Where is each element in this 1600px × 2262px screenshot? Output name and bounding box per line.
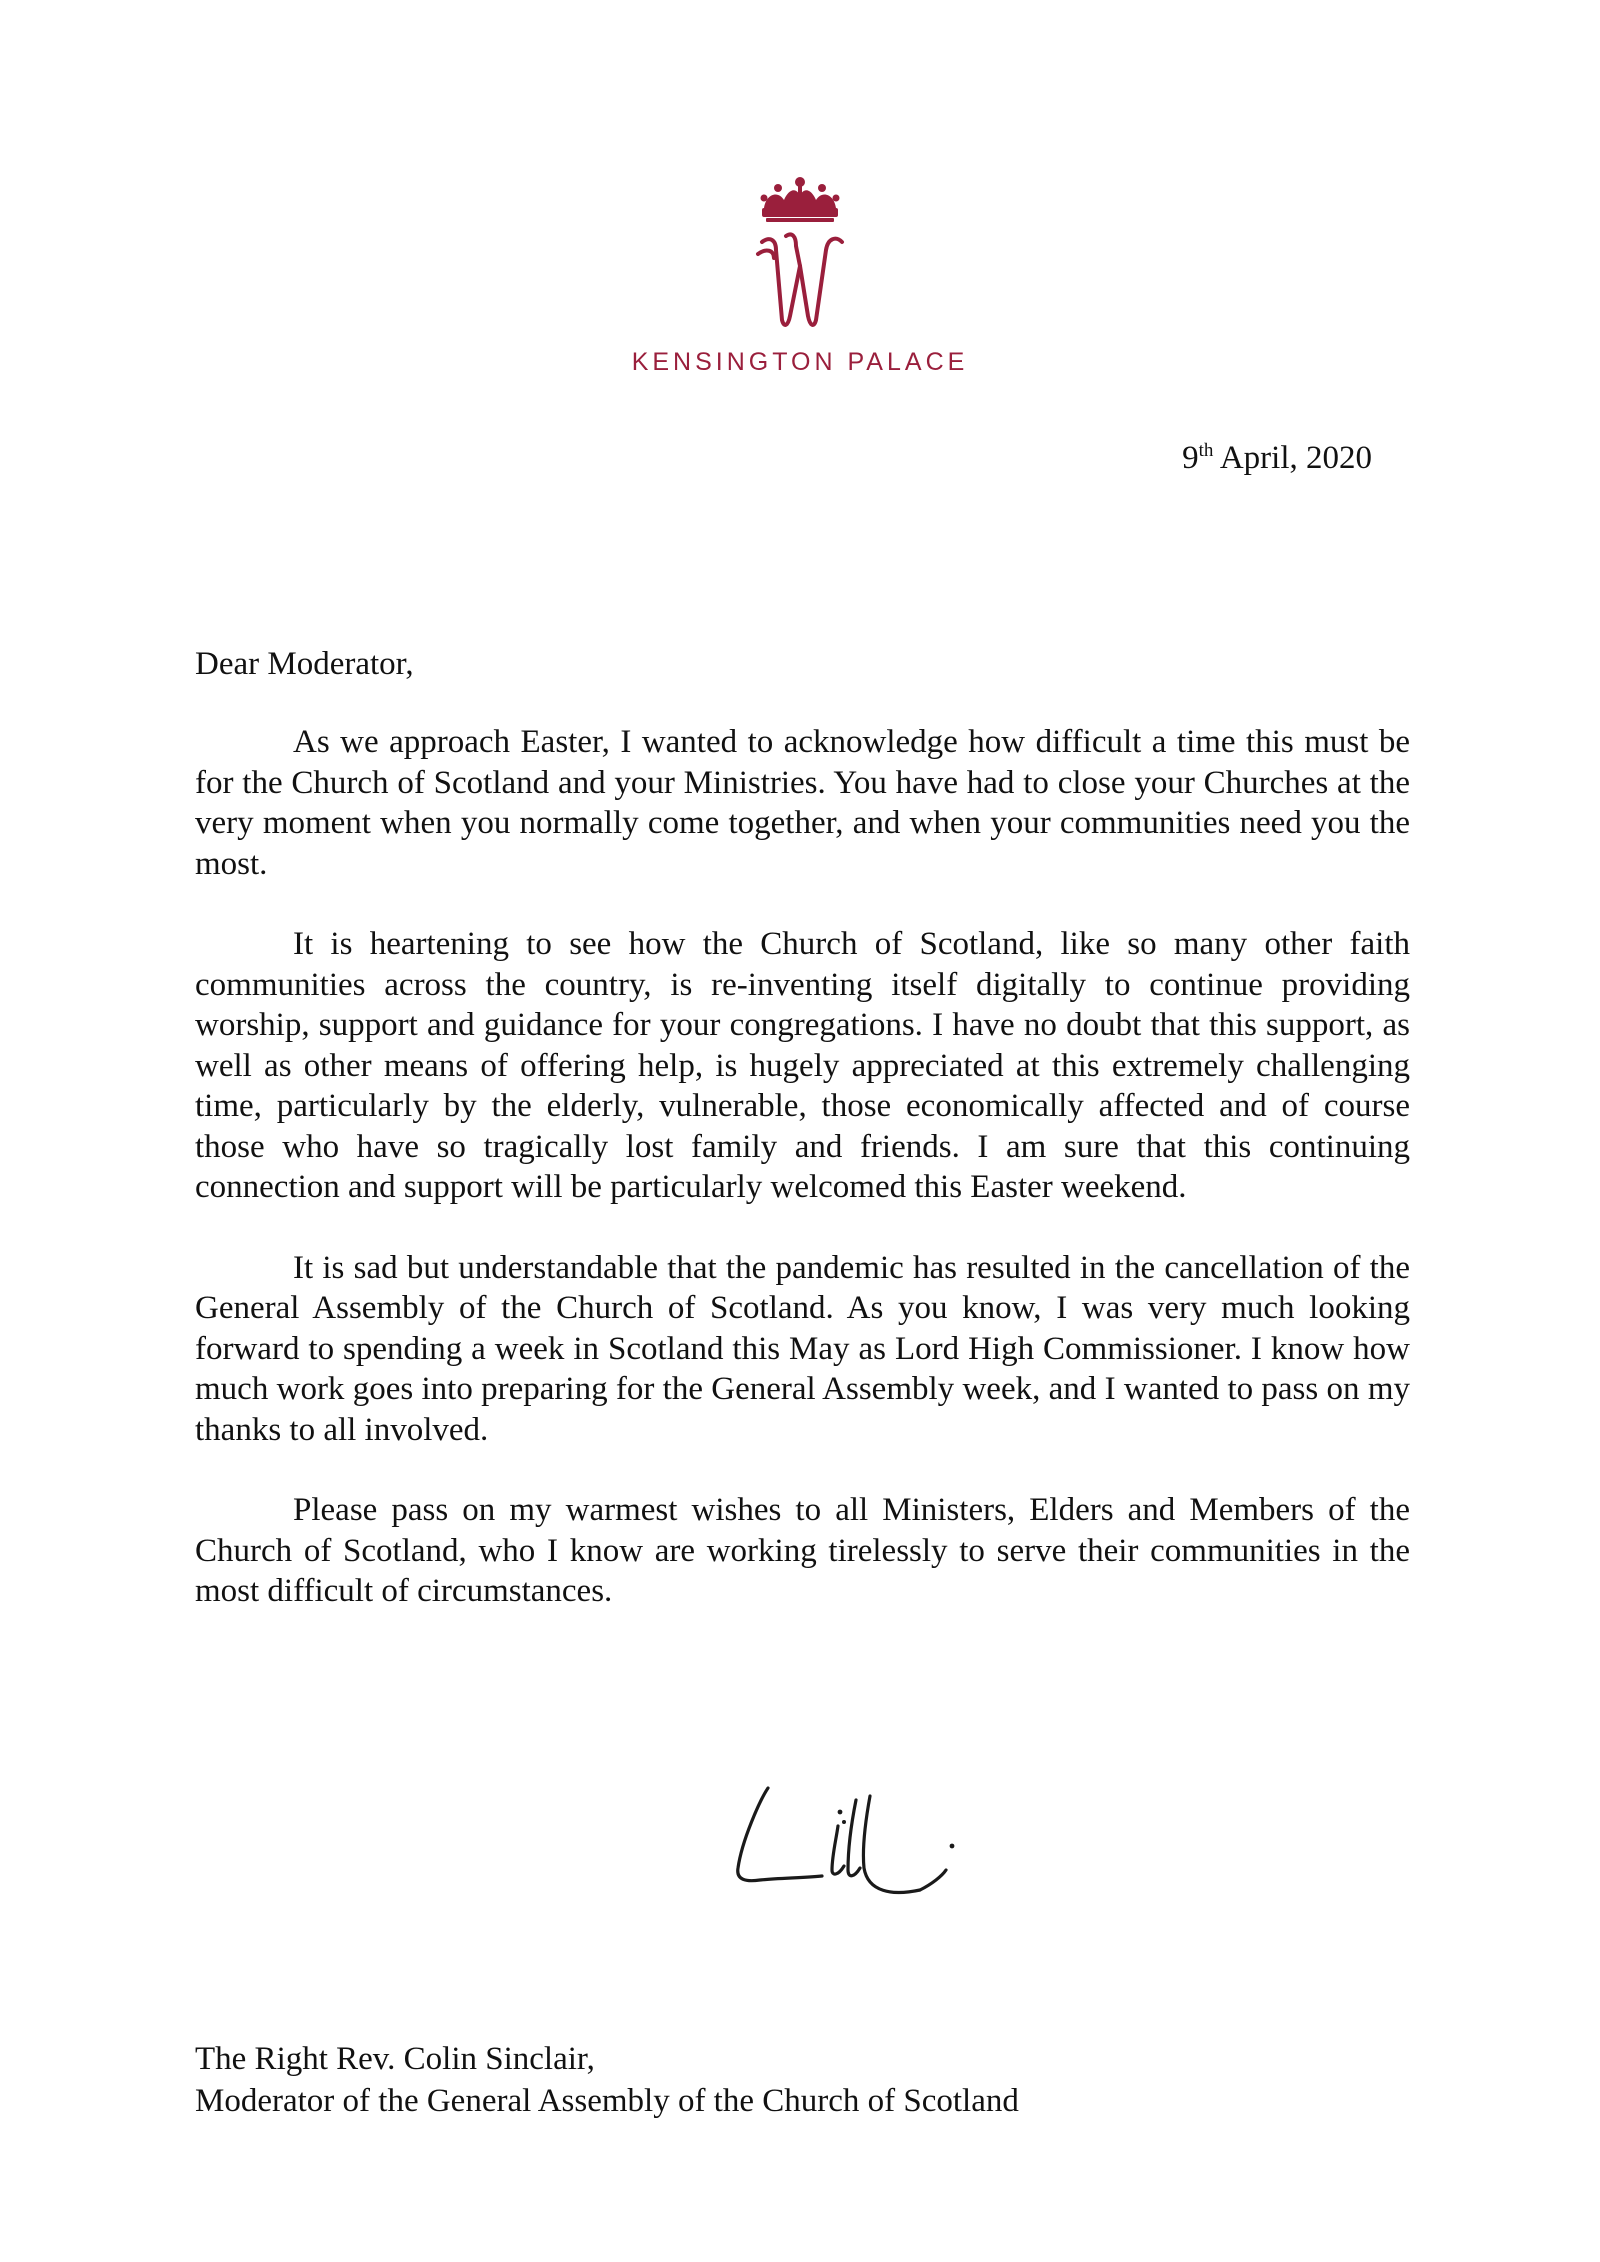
recipient-name: The Right Rev. Colin Sinclair, bbox=[195, 2041, 595, 2077]
date-day: 9 bbox=[1182, 440, 1199, 476]
recipient-title: Moderator of the General Assembly of the Church of Scotland bbox=[195, 2083, 1019, 2119]
date-suffix: th bbox=[1198, 440, 1214, 461]
palace-name: KENSINGTON PALACE bbox=[631, 348, 969, 376]
letter-body bbox=[195, 722, 1410, 1652]
recipient-block bbox=[195, 2038, 1019, 2122]
salutation: Dear Moderator, bbox=[195, 646, 414, 682]
letterhead bbox=[600, 170, 1000, 377]
letter-date bbox=[1182, 440, 1372, 477]
paragraph-1: As we approach Easter, I wanted to acknowledge how difficult a time this must be for the Church of Scotland and your Ministries. You have had to close your Churches at the very moment when you normally come together, and when your communities need you the most. bbox=[195, 724, 1410, 882]
paragraph-2: It is heartening to see how the Church of Scotland, like so many other faith communities across the country, is re-inventing itself digitally to continue providing worship, support and guidance for your congregations. I have no doubt that this support, as well as other means of offering help, is hugely appreciated at this extremely challenging time, particularly by the elderly, vulnerable, those economically affected and of course those who have so tragically lost family and friends. I am sure that this continuing connection and support will be particularly welcomed this Easter weekend. bbox=[195, 926, 1410, 1205]
royal-crown-monogram-icon bbox=[740, 170, 860, 340]
paragraph-3: It is sad but understandable that the pandemic has resulted in the cancellation of the General Assembly of the Church of Scotland. As you know, I was very much looking forward to spending a week in Scotland this May as Lord High Commissioner. I know how much work goes into preparing for the General Assembly week, and I wanted to pass on my thanks to all involved. bbox=[195, 1249, 1410, 1448]
handwritten-signature-icon bbox=[720, 1760, 980, 1910]
paragraph-4: Please pass on my warmest wishes to all Ministers, Elders and Members of the Church of Scotland, who I know are working tirelessly to serve their communities in the most difficult of circumstances. bbox=[195, 1492, 1410, 1609]
date-rest: April, 2020 bbox=[1213, 440, 1372, 476]
